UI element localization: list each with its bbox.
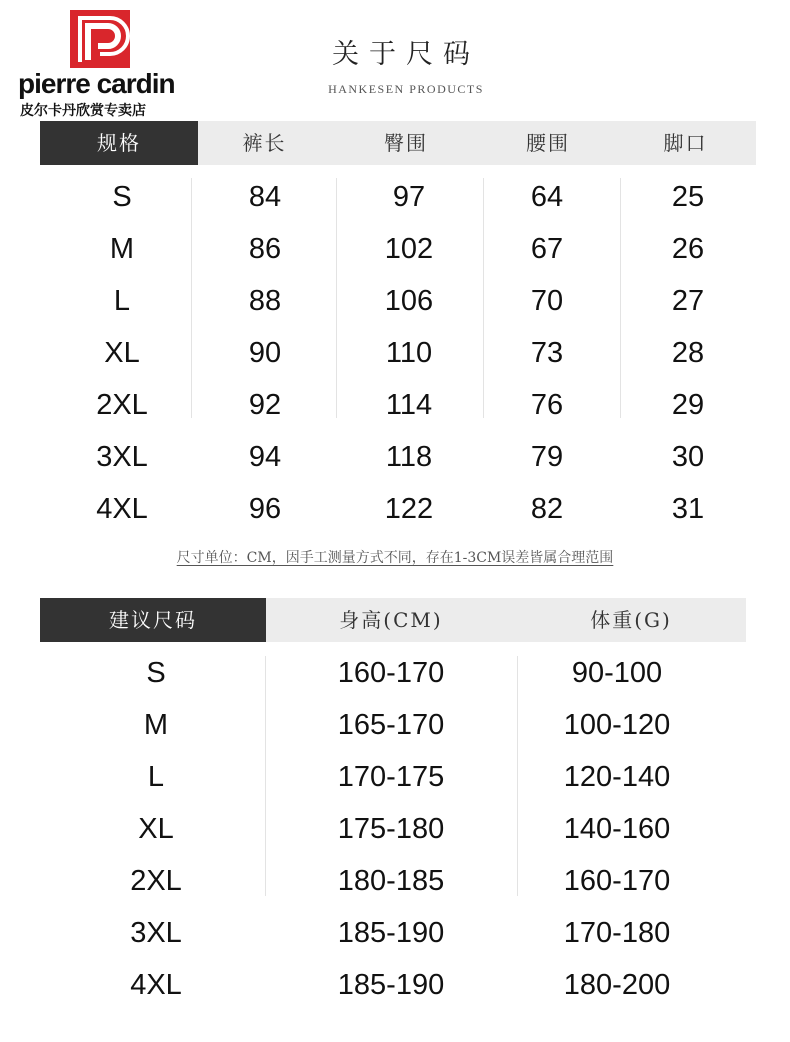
table-row (0, 959, 790, 1011)
waist-cell: 73 (530, 337, 564, 369)
length-cell: 90 (248, 337, 282, 369)
size-cell: XL (104, 337, 140, 369)
weight-cell: 120-140 (563, 761, 671, 793)
hem-cell: 29 (671, 389, 705, 421)
hip-cell: 106 (384, 285, 434, 317)
table-row (0, 431, 790, 483)
height-cell: 185-190 (337, 917, 445, 949)
hip-cell: 114 (385, 389, 433, 421)
size-cell: M (143, 709, 169, 741)
table-row (0, 751, 790, 803)
hip-cell: 118 (385, 441, 433, 473)
hem-cell: 25 (671, 181, 705, 213)
size-cell: M (109, 233, 135, 265)
table-row (0, 483, 790, 535)
weight-cell: 170-180 (563, 917, 671, 949)
store-name: 皮尔卡丹欣赏专卖店 (20, 103, 146, 119)
measurement-note-text: 尺寸单位：CM，因手工测量方式不同，存在1-3CM误差皆属合理范围 (176, 550, 614, 566)
recommend-size-header: 建议尺码 (109, 608, 197, 632)
hem-cell: 28 (671, 337, 705, 369)
table-row (0, 223, 790, 275)
size-cell: 4XL (96, 493, 148, 525)
pierre-cardin-logo-icon (70, 10, 130, 68)
hip-cell: 122 (384, 493, 434, 525)
size-cell: 3XL (96, 441, 148, 473)
hem-header: 脚口 (663, 131, 708, 155)
size-cell: XL (138, 813, 174, 845)
weight-cell: 160-170 (563, 865, 671, 897)
hem-cell: 30 (671, 441, 705, 473)
table-row (0, 379, 790, 431)
table-row (0, 327, 790, 379)
waist-cell: 67 (530, 233, 564, 265)
waist-cell: 76 (530, 389, 564, 421)
recommend-header-cell (40, 598, 266, 642)
table-row (0, 171, 790, 223)
length-cell: 88 (248, 285, 282, 317)
hip-cell: 97 (392, 181, 426, 213)
height-cell: 175-180 (337, 813, 445, 845)
length-cell: 86 (248, 233, 282, 265)
height-cell: 180-185 (337, 865, 445, 897)
size-cell: L (147, 761, 165, 793)
size-cell: S (112, 181, 132, 213)
weight-cell: 100-120 (563, 709, 671, 741)
length-cell: 96 (248, 493, 282, 525)
size-cell: 2XL (130, 865, 182, 897)
height-cell: 170-175 (337, 761, 445, 793)
table-row (0, 699, 790, 751)
height-cell: 165-170 (337, 709, 445, 741)
size-table-header (40, 121, 756, 165)
length-header: 裤长 (242, 131, 287, 155)
size-cell: L (113, 285, 131, 317)
waist-cell: 64 (530, 181, 564, 213)
hem-cell: 31 (671, 493, 705, 525)
hip-header: 臀围 (384, 131, 428, 155)
table-row (0, 855, 790, 907)
size-header-label: 规格 (97, 131, 141, 155)
height-header: 身高(CM) (339, 608, 443, 632)
hem-cell: 27 (671, 285, 705, 317)
size-cell: 3XL (130, 917, 182, 949)
size-header-cell (40, 121, 198, 165)
weight-cell: 90-100 (571, 657, 663, 689)
brand-logo (14, 6, 184, 119)
length-cell: 84 (248, 181, 282, 213)
page-title: 关于尺码 (332, 39, 480, 70)
hip-cell: 110 (385, 337, 433, 369)
table-row (0, 275, 790, 327)
length-cell: 94 (248, 441, 282, 473)
brand-wordmark: pierre cardin (18, 68, 175, 99)
weight-header: 体重(G) (590, 608, 672, 632)
measurement-note (0, 547, 790, 567)
waist-cell: 79 (530, 441, 564, 473)
size-cell: 4XL (130, 969, 182, 1001)
hem-cell: 26 (671, 233, 705, 265)
size-cell: S (146, 657, 166, 689)
table-row (0, 803, 790, 855)
height-cell: 185-190 (337, 969, 445, 1001)
waist-header: 腰围 (526, 131, 570, 155)
waist-cell: 82 (530, 493, 564, 525)
weight-cell: 180-200 (563, 969, 671, 1001)
height-cell: 160-170 (337, 657, 445, 689)
hip-cell: 102 (384, 233, 434, 265)
page-subtitle: HANKESEN PRODUCTS (328, 82, 484, 96)
length-cell: 92 (248, 389, 282, 421)
recommend-table-header (40, 598, 746, 642)
waist-cell: 70 (530, 285, 564, 317)
table-row (0, 907, 790, 959)
table-row (0, 647, 790, 699)
weight-cell: 140-160 (563, 813, 671, 845)
size-cell: 2XL (96, 389, 148, 421)
